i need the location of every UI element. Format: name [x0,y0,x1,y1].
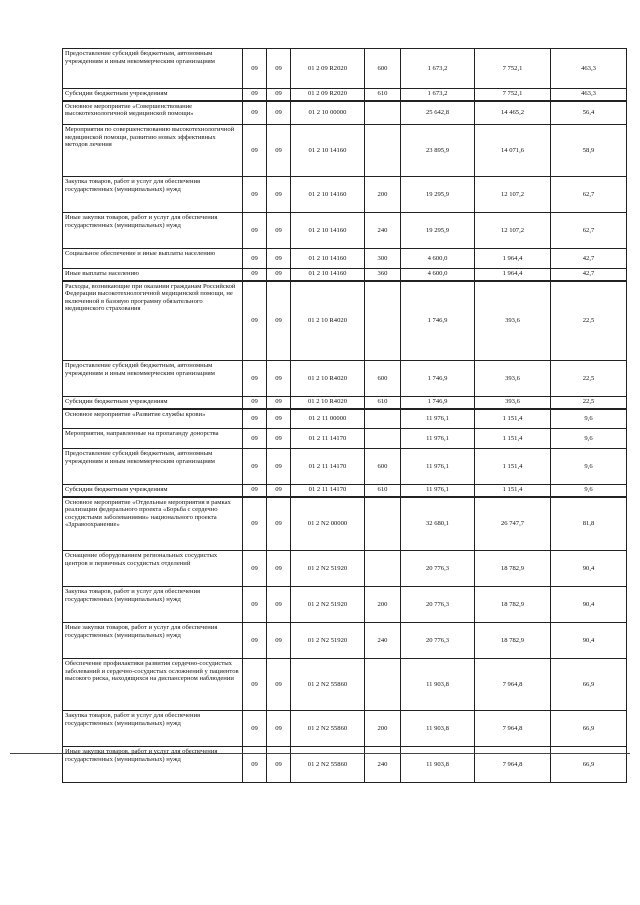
executed-amount: 393,6 [475,361,551,397]
planned-amount: 32 680,1 [401,497,475,551]
target-article-code: 01 2 11 14170 [291,449,365,485]
executed-amount: 14 465,2 [475,101,551,125]
execution-percent: 22,5 [551,361,627,397]
planned-amount: 11 976,1 [401,485,475,497]
section-code: 09 [243,551,267,587]
table-row [63,89,627,101]
target-article-code: 01 2 11 00000 [291,409,365,429]
executed-amount: 7 752,1 [475,89,551,101]
expense-type-code [365,429,401,449]
expense-name: Основное мероприятие «Развитие службы крови» [63,409,243,429]
target-article-code: 01 2 10 R4020 [291,281,365,361]
expense-name: Основное мероприятие «Отдельные мероприятия в рамках реализации федерального проекта «Борьба с сердечно сосудистыми заболеваниями» национального проекта «Здравоохранение» [63,497,243,551]
execution-percent: 66,9 [551,659,627,711]
expense-name: Субсидии бюджетным учреждениям [63,397,243,409]
expense-name: Закупка товаров, работ и услуг для обеспечения государственных (муниципальных) нужд [63,587,243,623]
subsection-code: 09 [267,249,291,269]
expense-type-code: 200 [365,711,401,747]
target-article-code: 01 2 N2 55860 [291,711,365,747]
execution-percent: 9,6 [551,485,627,497]
target-article-code: 01 2 N2 51920 [291,623,365,659]
target-article-code: 01 2 10 14160 [291,213,365,249]
executed-amount: 26 747,7 [475,497,551,551]
expense-type-code: 600 [365,49,401,89]
target-article-code: 01 2 09 R2020 [291,89,365,101]
planned-amount: 1 746,9 [401,361,475,397]
expense-type-code: 600 [365,361,401,397]
target-article-code: 01 2 N2 51920 [291,587,365,623]
planned-amount: 25 642,8 [401,101,475,125]
execution-percent: 90,4 [551,587,627,623]
expense-name: Иные закупки товаров, работ и услуг для обеспечения государственных (муниципальных) нужд [63,623,243,659]
expense-type-code [365,551,401,587]
expense-name: Мероприятия, направленные на пропаганду донорства [63,429,243,449]
table-row [63,281,627,361]
table-row [63,409,627,429]
subsection-code: 09 [267,747,291,783]
executed-amount: 18 782,9 [475,623,551,659]
target-article-code: 01 2 10 R4020 [291,361,365,397]
table-row [63,497,627,551]
section-code: 09 [243,429,267,449]
subsection-code: 09 [267,281,291,361]
expense-type-code: 240 [365,747,401,783]
planned-amount: 20 776,3 [401,587,475,623]
expense-type-code [365,497,401,551]
planned-amount: 1 746,9 [401,281,475,361]
expense-name: Иные закупки товаров, работ и услуг для обеспечения государственных (муниципальных) нужд [63,747,243,783]
subsection-code: 09 [267,101,291,125]
table-row [63,397,627,409]
expense-name: Основное мероприятие «Совершенствование высокотехнологичной медицинской помощи» [63,101,243,125]
target-article-code: 01 2 10 R4020 [291,397,365,409]
executed-amount: 12 107,2 [475,213,551,249]
executed-amount: 1 151,4 [475,409,551,429]
expense-name: Предоставление субсидий бюджетным, автономным учреждениям и иным некоммерческим организациям [63,449,243,485]
executed-amount: 7 964,8 [475,747,551,783]
section-code: 09 [243,125,267,177]
table-row [63,49,627,89]
planned-amount: 4 600,0 [401,249,475,269]
target-article-code: 01 2 10 00000 [291,101,365,125]
executed-amount: 7 964,8 [475,711,551,747]
table-row [63,449,627,485]
section-code: 09 [243,49,267,89]
expense-name: Иные выплаты населению [63,269,243,281]
subsection-code: 09 [267,269,291,281]
planned-amount: 19 295,9 [401,213,475,249]
executed-amount: 1 151,4 [475,449,551,485]
subsection-code: 09 [267,497,291,551]
executed-amount: 12 107,2 [475,177,551,213]
expense-name: Расходы, возникающие при оказании гражданам Российской Федерации высокотехнологичной медицинской помощи, не включенной в базовую программу обязательного медицинского страхования [63,281,243,361]
expense-name: Предоставление субсидий бюджетным, автономным учреждениям и иным некоммерческим организациям [63,361,243,397]
planned-amount: 1 673,2 [401,49,475,89]
execution-percent: 66,9 [551,711,627,747]
subsection-code: 09 [267,623,291,659]
executed-amount: 18 782,9 [475,551,551,587]
planned-amount: 19 295,9 [401,177,475,213]
section-code: 09 [243,269,267,281]
target-article-code: 01 2 10 14160 [291,177,365,213]
table-row [63,269,627,281]
subsection-code: 09 [267,125,291,177]
execution-percent: 42,7 [551,249,627,269]
section-code: 09 [243,747,267,783]
executed-amount: 7 964,8 [475,659,551,711]
subsection-code: 09 [267,213,291,249]
planned-amount: 11 976,1 [401,409,475,429]
section-code: 09 [243,361,267,397]
table-row [63,747,627,783]
subsection-code: 09 [267,429,291,449]
expense-type-code: 600 [365,449,401,485]
table-row [63,249,627,269]
subsection-code: 09 [267,397,291,409]
execution-percent: 22,5 [551,397,627,409]
subsection-code: 09 [267,361,291,397]
planned-amount: 11 903,8 [401,711,475,747]
table-row [63,623,627,659]
section-code: 09 [243,409,267,429]
expense-type-code [365,281,401,361]
section-code: 09 [243,101,267,125]
execution-percent: 62,7 [551,177,627,213]
executed-amount: 14 071,6 [475,125,551,177]
execution-percent: 56,4 [551,101,627,125]
expense-name: Социальное обеспечение и иные выплаты населению [63,249,243,269]
execution-percent: 62,7 [551,213,627,249]
expense-name: Предоставление субсидий бюджетным, автономным учреждениям и иным некоммерческим организациям [63,49,243,89]
subsection-code: 09 [267,49,291,89]
executed-amount: 1 151,4 [475,485,551,497]
expense-name: Оснащение оборудованием региональных сосудистых центров и первичных сосудистых отделений [63,551,243,587]
table-row [63,587,627,623]
execution-percent: 9,6 [551,429,627,449]
section-code: 09 [243,497,267,551]
table-body [63,49,627,783]
execution-percent: 9,6 [551,449,627,485]
expense-name: Субсидии бюджетным учреждениям [63,89,243,101]
expense-type-code: 200 [365,587,401,623]
page-bottom-rule [10,753,630,754]
planned-amount: 1 746,9 [401,397,475,409]
target-article-code: 01 2 N2 55860 [291,747,365,783]
execution-percent: 42,7 [551,269,627,281]
subsection-code: 09 [267,449,291,485]
table-row [63,101,627,125]
planned-amount: 11 903,8 [401,659,475,711]
executed-amount: 7 752,1 [475,49,551,89]
section-code: 09 [243,177,267,213]
planned-amount: 20 776,3 [401,623,475,659]
subsection-code: 09 [267,711,291,747]
budget-table [62,48,627,783]
executed-amount: 393,6 [475,281,551,361]
section-code: 09 [243,659,267,711]
subsection-code: 09 [267,659,291,711]
executed-amount: 18 782,9 [475,587,551,623]
table-row [63,125,627,177]
execution-percent: 9,6 [551,409,627,429]
expense-type-code [365,125,401,177]
table-row [63,361,627,397]
expense-name: Иные закупки товаров, работ и услуг для обеспечения государственных (муниципальных) нужд [63,213,243,249]
section-code: 09 [243,397,267,409]
table-row [63,429,627,449]
subsection-code: 09 [267,177,291,213]
target-article-code: 01 2 N2 00000 [291,497,365,551]
expense-name: Закупка товаров, работ и услуг для обеспечения государственных (муниципальных) нужд [63,711,243,747]
subsection-code: 09 [267,551,291,587]
target-article-code: 01 2 10 14160 [291,269,365,281]
expense-type-code: 610 [365,397,401,409]
execution-percent: 463,3 [551,89,627,101]
section-code: 09 [243,485,267,497]
expense-type-code: 610 [365,89,401,101]
subsection-code: 09 [267,409,291,429]
table-row [63,213,627,249]
target-article-code: 01 2 09 R2020 [291,49,365,89]
execution-percent: 58,9 [551,125,627,177]
execution-percent: 90,4 [551,623,627,659]
section-code: 09 [243,249,267,269]
table-row [63,659,627,711]
expense-type-code: 360 [365,269,401,281]
executed-amount: 1 964,4 [475,249,551,269]
expense-type-code: 300 [365,249,401,269]
section-code: 09 [243,711,267,747]
subsection-code: 09 [267,485,291,497]
section-code: 09 [243,281,267,361]
expense-type-code: 240 [365,213,401,249]
section-code: 09 [243,213,267,249]
table-row [63,551,627,587]
expense-name: Закупка товаров, работ и услуг для обеспечения государственных (муниципальных) нужд [63,177,243,213]
executed-amount: 393,6 [475,397,551,409]
target-article-code: 01 2 11 14170 [291,485,365,497]
subsection-code: 09 [267,587,291,623]
execution-percent: 90,4 [551,551,627,587]
section-code: 09 [243,587,267,623]
planned-amount: 11 903,8 [401,747,475,783]
executed-amount: 1 151,4 [475,429,551,449]
expense-type-code: 240 [365,623,401,659]
expense-type-code [365,659,401,711]
expense-type-code: 200 [365,177,401,213]
budget-report-page [62,48,626,783]
section-code: 09 [243,449,267,485]
planned-amount: 1 673,2 [401,89,475,101]
planned-amount: 11 976,1 [401,449,475,485]
planned-amount: 20 776,3 [401,551,475,587]
subsection-code: 09 [267,89,291,101]
planned-amount: 4 600,0 [401,269,475,281]
expense-name: Субсидии бюджетным учреждениям [63,485,243,497]
execution-percent: 22,5 [551,281,627,361]
section-code: 09 [243,89,267,101]
target-article-code: 01 2 10 14160 [291,249,365,269]
table-row [63,711,627,747]
target-article-code: 01 2 11 14170 [291,429,365,449]
execution-percent: 66,9 [551,747,627,783]
execution-percent: 463,3 [551,49,627,89]
table-row [63,485,627,497]
expense-type-code: 610 [365,485,401,497]
table-row [63,177,627,213]
target-article-code: 01 2 N2 51920 [291,551,365,587]
expense-name: Мероприятия по совершенствованию высокотехнологичной медицинской помощи, развитию новых эффективных методов лечения [63,125,243,177]
target-article-code: 01 2 N2 55860 [291,659,365,711]
expense-name: Обеспечение профилактики развития сердечно-сосудистых заболеваний и сердечно-сосудистых осложнений у пациентов высокого риска, находящихся на диспансерном наблюдении [63,659,243,711]
section-code: 09 [243,623,267,659]
target-article-code: 01 2 10 14160 [291,125,365,177]
executed-amount: 1 964,4 [475,269,551,281]
planned-amount: 23 895,9 [401,125,475,177]
expense-type-code [365,409,401,429]
expense-type-code [365,101,401,125]
planned-amount: 11 976,1 [401,429,475,449]
execution-percent: 81,8 [551,497,627,551]
